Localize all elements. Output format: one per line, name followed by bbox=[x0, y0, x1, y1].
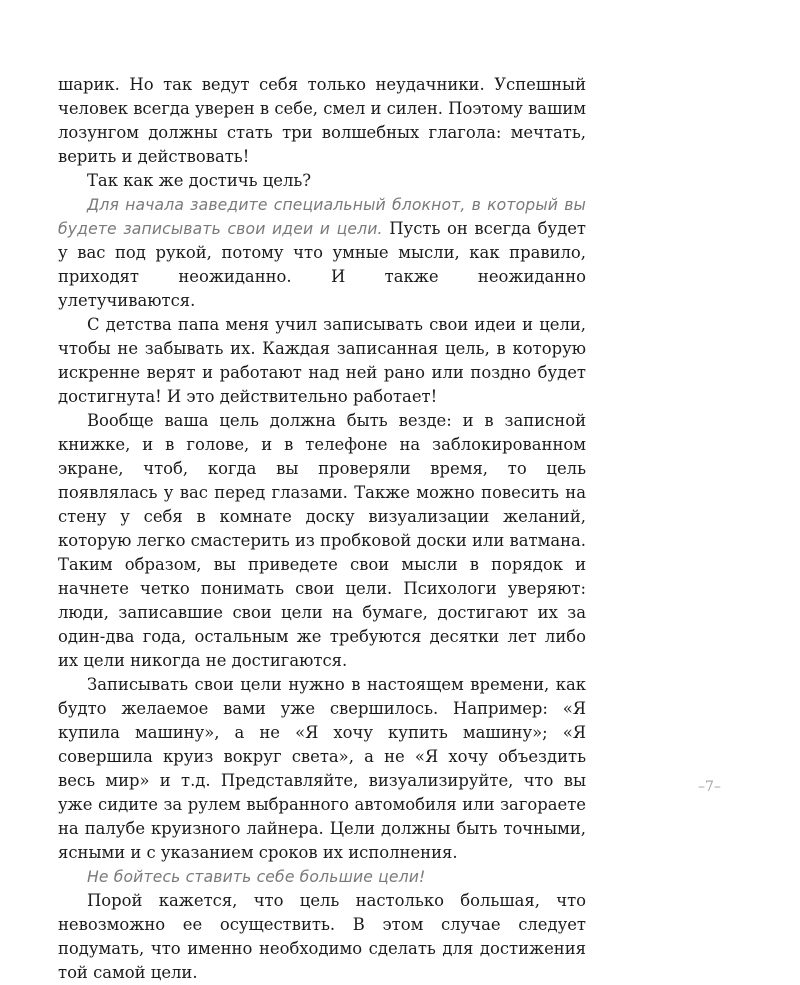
paragraph-continuation bbox=[58, 73, 586, 169]
paragraph-everywhere bbox=[58, 409, 586, 673]
handwritten-highlight: Не бойтесь ставить себе большие цели! bbox=[87, 868, 426, 886]
page-body bbox=[58, 73, 586, 985]
paragraph-text: шарик. Но так ведут себя только неудачники. Успешный человек всегда уверен в себе, смел и силен. Поэтому вашим лозунгом должны стать три волшебных глагола: мечтать, верить и действовать! bbox=[58, 75, 586, 166]
paragraph-present-tense bbox=[58, 673, 586, 865]
handwritten-highlight: Для начала заведите специальный блокнот, в который вы будете записывать свои идеи и цели. bbox=[58, 196, 586, 238]
paragraph-big-goals bbox=[58, 865, 586, 889]
paragraph-too-big bbox=[58, 889, 586, 985]
paragraph-text: Записывать свои цели нужно в настоящем времени, как будто желаемое вами уже свершилось. Например: «Я купила машину», а не «Я хочу купить машину»; «Я совершила круиз вокруг света», а не «Я хочу объездить весь мир» и т.д. Представляйте, визуализируйте, что вы уже сидите за рулем выбранного автомобиля или загораете на палубе круизного лайнера. Цели должны быть точными, ясными и с указанием сроков их исполнения. bbox=[58, 675, 586, 862]
paragraph-text: Порой кажется, что цель настолько большая, что невозможно ее осуществить. В этом случае следует подумать, что именно необходимо сделать для достижения той самой цели. bbox=[58, 891, 586, 982]
paragraph-question bbox=[58, 169, 586, 193]
paragraph-text: Так как же достичь цель? bbox=[87, 171, 312, 190]
paragraph-text: Вообще ваша цель должна быть везде: и в записной книжке, и в голове, и в телефоне на заблокированном экране, чтоб, когда вы проверяли время, то цель появлялась у вас перед глазами. Также можно повесить на стену у себя в комнате доску визуализации желаний, которую легко смастерить из пробковой доски или ватмана. Таким образом, вы приведете свои мысли в порядок и начнете четко понимать свои цели. Психологи уверяют: люди, записавшие свои цели на бумаге, достигают их за один-два года, остальным же требуются десятки лет либо их цели никогда не достигаются. bbox=[58, 411, 587, 670]
page-number: –7– bbox=[698, 779, 721, 795]
paragraph-text: С детства папа меня учил записывать свои идеи и цели, чтобы не забывать их. Каждая записанная цель, в которую искренне верят и работают над ней рано или поздно будет достигнута! И это действительно работает! bbox=[58, 315, 586, 406]
paragraph-childhood bbox=[58, 313, 586, 409]
paragraph-notebook bbox=[58, 193, 586, 313]
paragraph-text: Пусть он всегда будет у вас под рукой, потому что умные мысли, как правило, приходят неожиданно. И также неожиданно улетучиваются. bbox=[58, 219, 586, 310]
